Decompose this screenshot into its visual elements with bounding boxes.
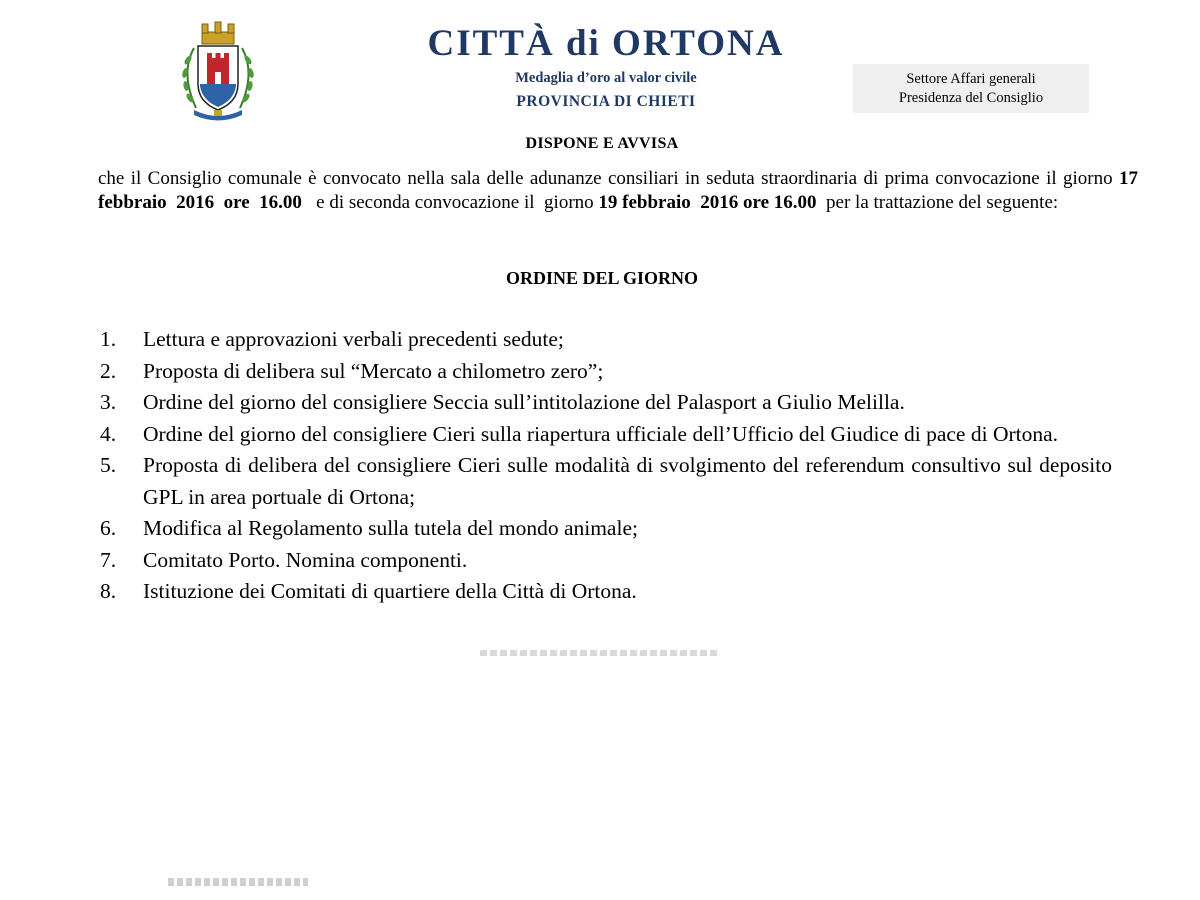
agenda-item-number: 7. [100,547,117,572]
medal-subtitle: Medaglia d’oro al valor civile [515,70,697,86]
agenda-item [100,450,1112,513]
agenda-item-text: Comitato Porto. Nomina componenti. [143,547,468,572]
department-box [853,64,1089,113]
coat-of-arms-icon [172,18,264,126]
convocation-paragraph [98,167,1143,214]
intro-text-2: e di seconda convocazione il giorno [301,191,599,213]
agenda-item-text: Lettura e approvazioni verbali precedenti sedute; [143,327,564,351]
faded-text-remnant [480,650,720,656]
agenda-item [100,356,1112,388]
agenda-item-text: Ordine del giorno del consigliere Seccia sull’intitolazione del Palasport a Giulio Melilla. [143,390,905,414]
agenda-item-text: Proposta di delibera del consigliere Cieri sulle modalità di svolgimento del referendum consultivo sul deposito GPL in area portuale di Ortona; [143,453,1112,509]
agenda-item [100,576,1112,608]
province-label: PROVINCIA DI CHIETI [516,93,696,110]
intro-text-3: per la trattazione del seguente: [816,191,1059,213]
agenda-item-number: 4. [100,421,117,446]
faded-text-remnant-bottom [168,878,308,886]
department-line-2: Presidenza del Consiglio [898,90,1044,106]
agenda-heading: ORDINE DEL GIORNO [505,268,699,288]
agenda-item [100,545,1112,577]
agenda-item-text: Istituzione dei Comitati di quartiere della Città di Ortona. [143,579,637,603]
agenda-item-text: Modifica al Regolamento sulla tutela del mondo animale; [143,516,638,540]
agenda-item [100,419,1112,451]
agenda-item [100,324,1112,356]
agenda-item [100,387,1112,419]
agenda-item-number: 2. [100,358,117,383]
agenda-item-number: 6. [100,516,117,540]
dispone-heading: DISPONE E AVVISA [525,135,679,152]
first-convocation-date: 17 febbraio 2016 ore 16.00 [98,168,1143,213]
intro-text-1: che il Consiglio comunale è convocato nella sala delle adunanze consiliari in seduta straordinaria di prima convocazione il giorno [98,168,1119,189]
agenda-item-text: Proposta di delibera sul “Mercato a chilometro zero”; [143,358,604,383]
department-line-1: Settore Affari generali [906,71,1036,87]
second-convocation-date: 19 febbraio 2016 ore 16.00 [598,191,817,213]
agenda-item-number: 3. [100,390,117,414]
agenda-item-number: 5. [100,453,117,477]
agenda-item-text: Ordine del giorno del consigliere Cieri sulla riapertura ufficiale dell’Ufficio del Giudice di pace di Ortona. [143,421,1059,446]
agenda-item [100,513,1112,545]
agenda-item-number: 1. [100,327,117,351]
city-title: CITTÀ di ORTONA [427,23,785,64]
agenda-item-number: 8. [100,579,117,603]
agenda-list [100,324,1112,608]
